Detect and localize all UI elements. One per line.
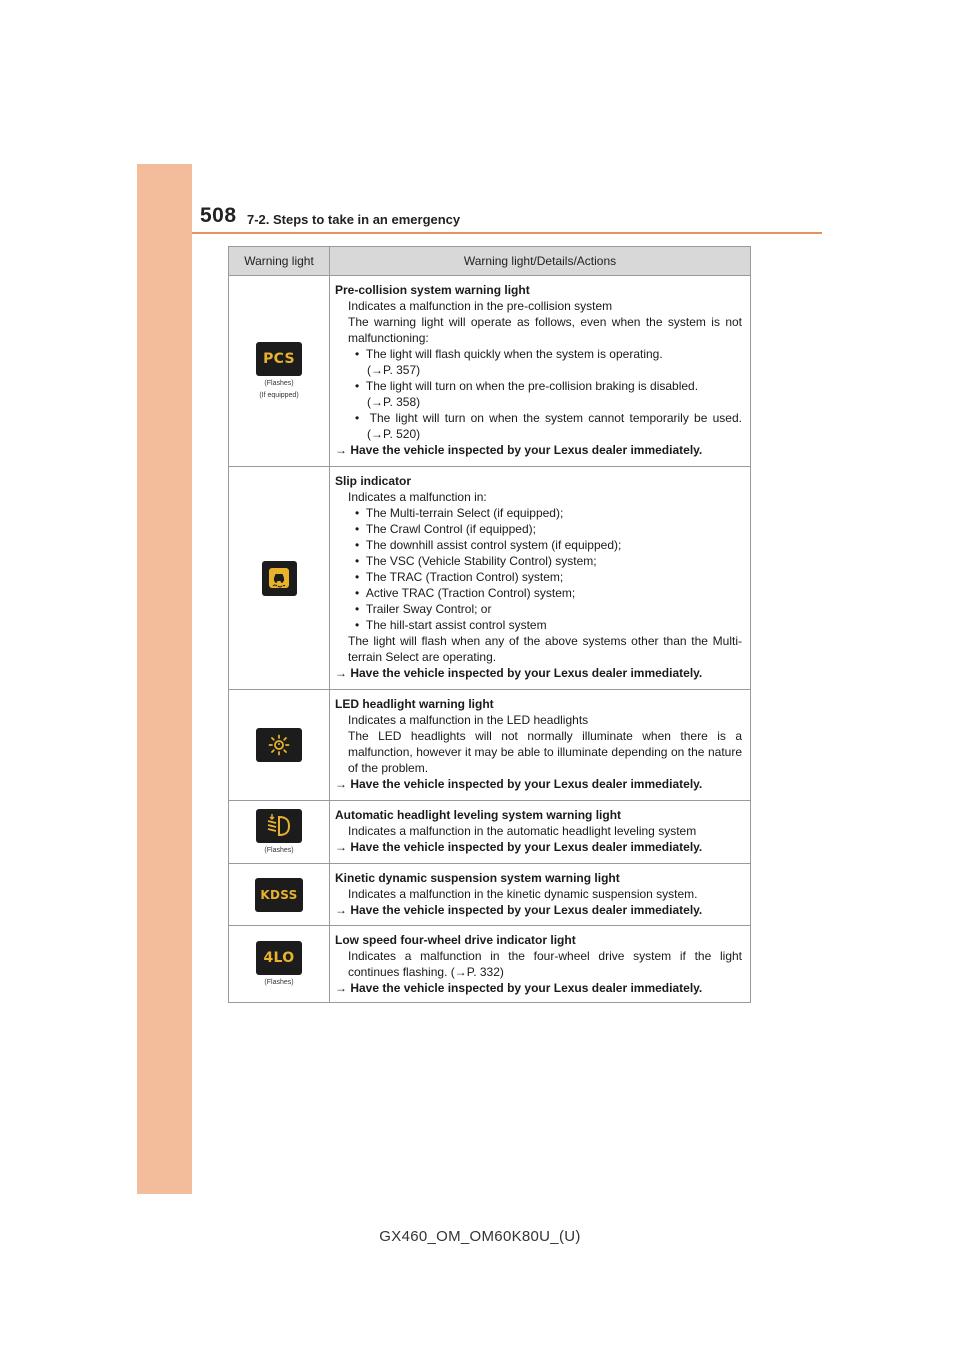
action-line: → Have the vehicle inspected by your Lexus dealer immediately. [335, 666, 703, 680]
icon-cell [229, 864, 330, 926]
kdss-icon [255, 878, 303, 912]
section-title: 7-2. Steps to take in an emergency [247, 212, 461, 227]
document-code-footer: GX460_OM_OM60K80U_(U) [379, 1228, 581, 1245]
header-rule [192, 232, 822, 234]
warning-title: Automatic headlight leveling system warning light [335, 808, 622, 822]
detail-line: Indicates a malfunction in the kinetic dynamic suspension system. [348, 887, 698, 901]
bullet-item: • The light will turn on when the system cannot temporarily be used. (→P. 520) [355, 411, 742, 441]
arrow-icon: → [454, 965, 467, 979]
slip-indicator-icon [262, 561, 297, 596]
table-row [229, 801, 751, 864]
icon-caption: (Flashes) [264, 380, 294, 387]
action-line: → Have the vehicle inspected by your Lexus dealer immediately. [335, 443, 703, 457]
warning-title: Kinetic dynamic suspension system warning light [335, 871, 620, 885]
details-cell [330, 864, 751, 926]
details-cell [330, 276, 751, 467]
action-line: → Have the vehicle inspected by your Lexus dealer immediately. [335, 840, 703, 854]
details-cell [330, 926, 751, 1003]
pcs-icon [256, 342, 302, 376]
arrow-icon: → [335, 777, 347, 791]
detail-line: Indicates a malfunction in the pre-collision system [348, 299, 613, 313]
detail-line: Indicates a malfunction in the automatic headlight leveling system [348, 824, 697, 838]
action-line: → Have the vehicle inspected by your Lexus dealer immediately. [335, 981, 703, 995]
detail-line: The LED headlights will not normally illuminate when there is a malfunction, however it may be able to illuminate depending on the nature of the problem. [348, 729, 742, 775]
page-number: 508 [200, 204, 237, 227]
arrow-icon: → [335, 840, 347, 854]
detail-line: Indicates a malfunction in the four-wheel drive system if the light continues flashing. (→P. 332) [348, 949, 742, 979]
icon-cell [229, 926, 330, 1003]
bullet-item: • Active TRAC (Traction Control) system; [355, 586, 576, 600]
arrow-icon: → [335, 903, 347, 917]
bullet-item: • The Crawl Control (if equipped); [355, 522, 536, 536]
page-reference: (→P. 358) [367, 395, 421, 409]
bullet-item: • The hill-start assist control system [355, 618, 547, 632]
warning-title: LED headlight warning light [335, 697, 494, 711]
arrow-icon: → [371, 395, 383, 409]
bullet-item: • The Multi-terrain Select (if equipped); [355, 506, 564, 520]
led-headlight-warning-icon [256, 728, 302, 762]
column-header-warning-light: Warning light [229, 247, 330, 276]
icon-caption: (Flashes) [264, 979, 294, 986]
table-row [229, 926, 751, 1003]
kdss-icon-label: KDSS [260, 887, 298, 902]
table-row [229, 276, 751, 467]
warning-title: Low speed four-wheel drive indicator light [335, 933, 576, 947]
arrow-icon: → [371, 427, 383, 441]
bullet-item: • The light will flash quickly when the system is operating. [355, 347, 663, 361]
table-row [229, 690, 751, 801]
icon-caption: (If equipped) [259, 392, 299, 399]
warning-title: Slip indicator [335, 474, 412, 488]
bullet-item: • The VSC (Vehicle Stability Control) system; [355, 554, 597, 568]
bullet-item: • The downhill assist control system (if equipped); [355, 538, 622, 552]
table-row [229, 467, 751, 690]
details-cell [330, 690, 751, 801]
action-line: → Have the vehicle inspected by your Lexus dealer immediately. [335, 903, 703, 917]
arrow-icon: → [371, 363, 383, 377]
arrow-icon: → [335, 981, 347, 995]
chapter-side-band [137, 164, 192, 1194]
4lo-icon-label: 4LO [263, 950, 295, 966]
bullet-item: • Trailer Sway Control; or [355, 602, 492, 616]
bullet-item: • The light will turn on when the pre-collision braking is disabled. [355, 379, 699, 393]
icon-cell [229, 690, 330, 801]
icon-cell [229, 276, 330, 467]
arrow-icon: → [335, 666, 347, 680]
details-cell [330, 467, 751, 690]
icon-cell [229, 467, 330, 690]
page-reference: (→P. 357) [367, 363, 421, 377]
icon-cell [229, 801, 330, 864]
arrow-icon: → [335, 443, 347, 457]
column-header-details: Warning light/Details/Actions [330, 247, 751, 276]
warning-title: Pre-collision system warning light [335, 283, 530, 297]
detail-line: Indicates a malfunction in the LED headlights [348, 713, 589, 727]
action-line: → Have the vehicle inspected by your Lexus dealer immediately. [335, 777, 703, 791]
4lo-icon [256, 941, 302, 975]
warning-light-table [228, 246, 751, 1003]
detail-line: Indicates a malfunction in: [348, 490, 487, 504]
table-header-row [229, 247, 751, 276]
icon-caption: (Flashes) [264, 847, 294, 854]
detail-line: The light will flash when any of the above systems other than the Multi-terrain Select are operating. [348, 634, 742, 664]
table-row [229, 864, 751, 926]
details-cell [330, 801, 751, 864]
pcs-icon-label: PCS [263, 351, 295, 367]
bullet-item: • The TRAC (Traction Control) system; [355, 570, 564, 584]
headlight-leveling-icon [256, 809, 302, 843]
detail-line: The warning light will operate as follows, even when the system is not malfunctioning: [348, 315, 742, 345]
